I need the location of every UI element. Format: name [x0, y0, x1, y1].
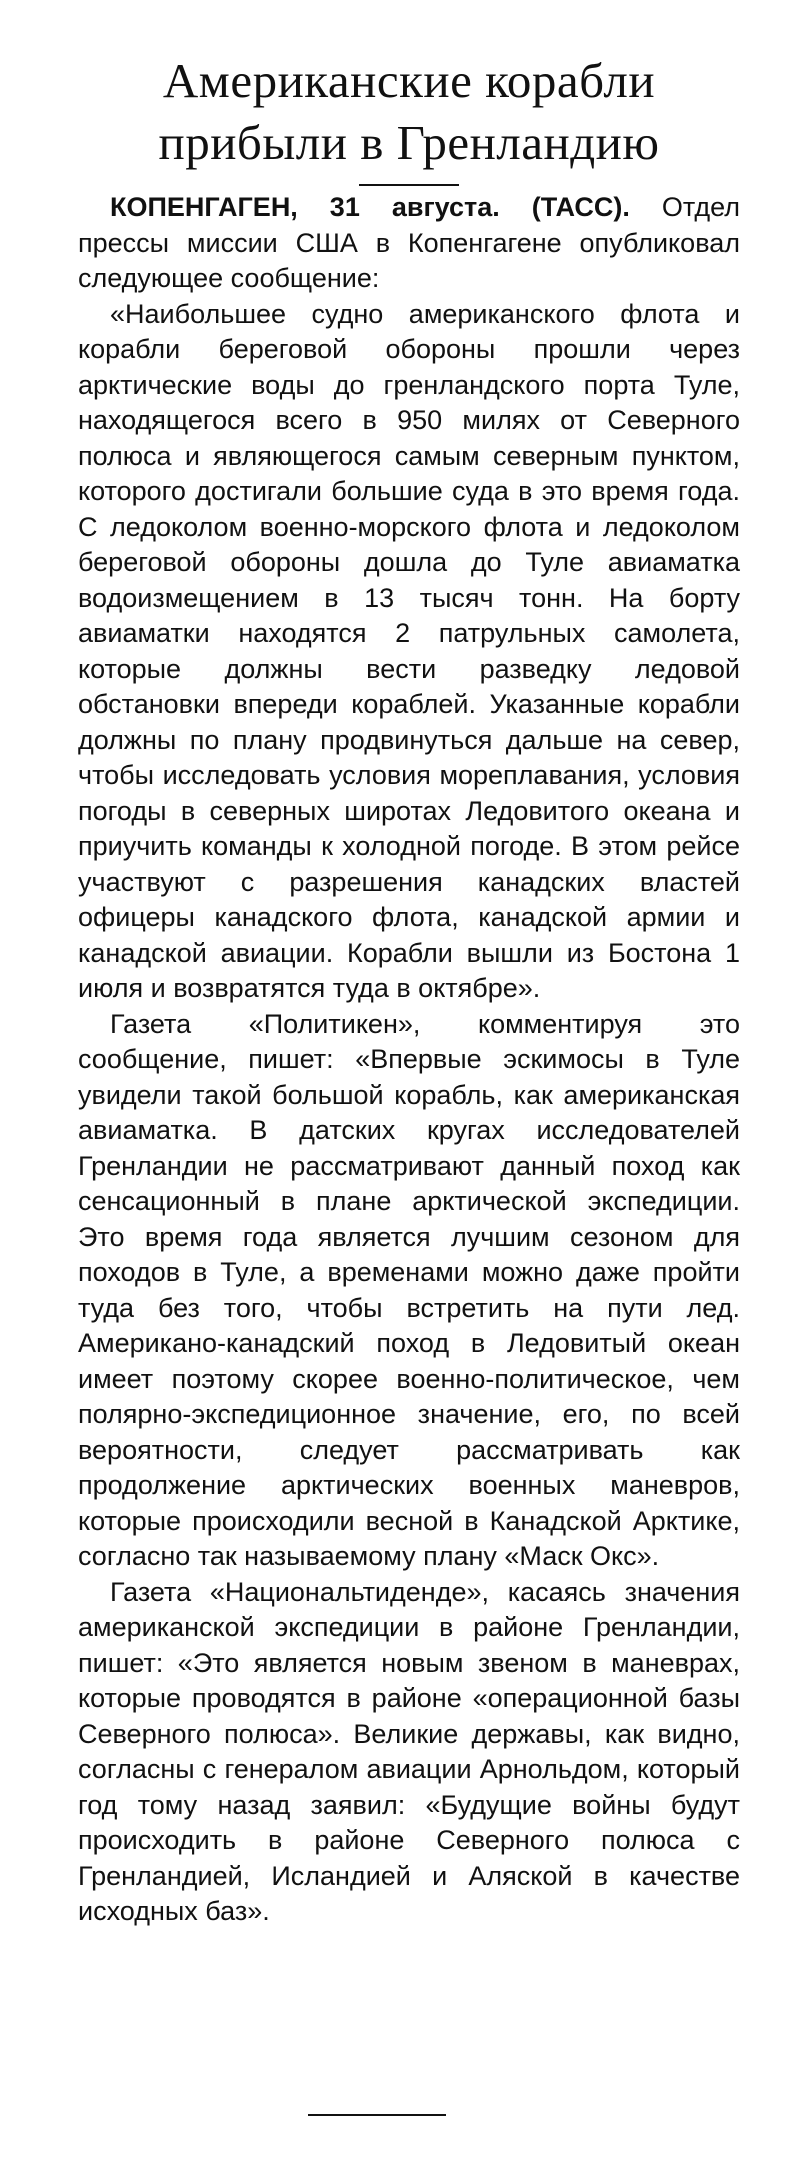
paragraph-4: Газета «Национальтиденде», касаясь значения американской экспедиции в районе Гренландии, пишет: «Это является новым звеном в маневрах, которые проводятся в районе «операционной базы Северного полюса». Великие державы, как видно, согласны с генералом авиации Арнольдом, который год тому назад заявил: «Будущие войны будут происходить в районе Северного полюса с Гренландией, Исландией и Аляской в качестве исходных баз». [78, 1576, 740, 1926]
headline-line-1: Американские корабли [162, 53, 656, 108]
paragraph-1-text: Отдел прессы миссии США в Копенгагене опубликовал следующее сообщение: [78, 192, 740, 293]
article-body [78, 190, 740, 1930]
paragraph-1 [78, 190, 740, 297]
headline [78, 50, 740, 174]
news-article [78, 50, 740, 1930]
dateline: КОПЕНГАГЕН, 31 августа. (ТАСС). [110, 192, 630, 222]
paragraph-2: «Наибольшее судно американского флота и корабли береговой обороны прошли через арктические воды до гренландского порта Туле, находящегося всего в 950 милях от Северного полюса и являющегося самым северным пунктом, которого достигали большие суда в это время года. С ледоколом военно-морского флота и ледоколом береговой обороны дошла до Туле авиаматка водоизмещением в 13 тысяч тонн. На борту авиаматки находятся 2 патрульных самолета, которые должны вести разведку ледовой обстановки впереди кораблей. Указанные корабли должны по плану продвинуться дальше на север, чтобы исследовать условия мореплавания, условия погоды в северных широтах Ледовитого океана и приучить команды к холодной погоде. В этом рейсе участвуют с разрешения канадских властей офицеры канадского флота, канадской армии и канадской авиации. Корабли вышли из Бостона 1 июля и возвратятся туда в октябре». [78, 298, 740, 1003]
paragraph-3: Газета «Политикен», комментируя это сообщение, пишет: «Впервые эскимосы в Туле увидели такой большой корабль, как американская авиаматка. В датских кругах исследователей Гренландии не рассматривают данный поход как сенсационный в плане арктической экспедиции. Это время года является лучшим сезоном для походов в Туле, а временами можно даже пройти туда без того, чтобы встретить на пути лед. Американо-канадский поход в Ледовитый океан имеет поэтому скорее военно-политическое, чем полярно-экспедиционное значение, его, по всей вероятности, следует рассматривать как продолжение арктических военных маневров, которые происходили весной в Канадской Арктике, согласно так называемому плану «Маск Окс». [78, 1008, 740, 1571]
end-divider [308, 2114, 446, 2116]
headline-divider [359, 184, 459, 186]
headline-line-2: прибыли в Гренландию [158, 115, 660, 170]
